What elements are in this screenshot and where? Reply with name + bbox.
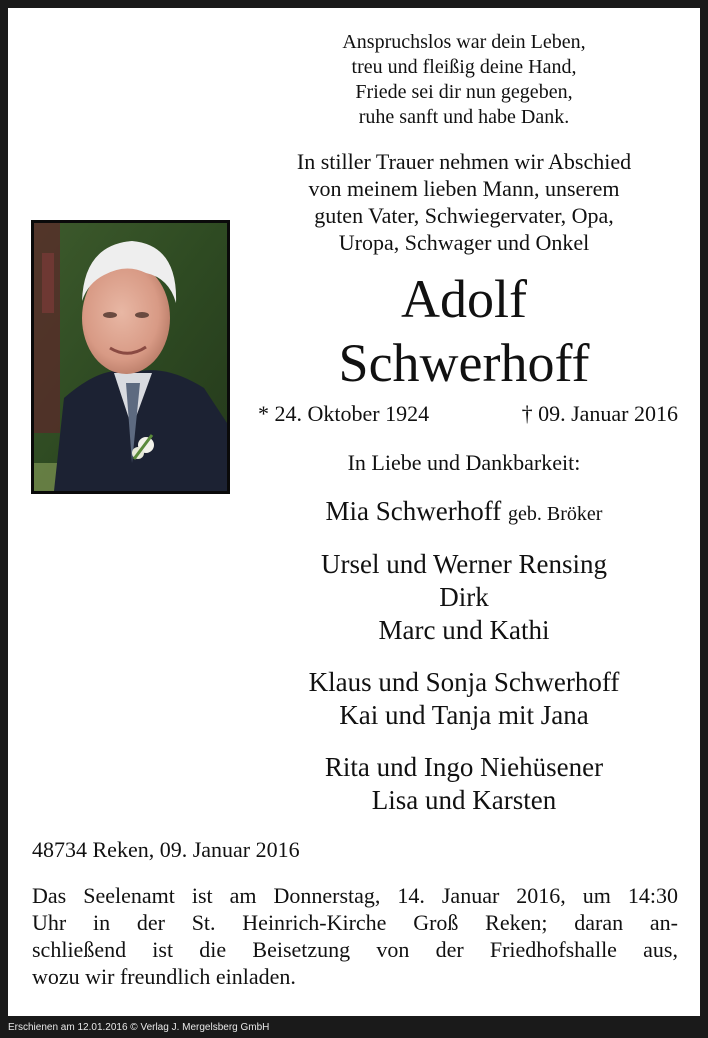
mourner-wife <box>244 495 684 531</box>
notice-line <box>32 936 678 963</box>
wife-maiden-name: geb. Bröker <box>508 503 603 525</box>
notice-word: daran <box>574 910 624 935</box>
notice-line <box>32 882 678 909</box>
deceased-last-name: Schwerhoff <box>338 333 590 393</box>
notice-line <box>32 909 678 936</box>
intro-line: In stiller Trauer nehmen wir Abschied <box>296 149 632 174</box>
notice-word: um <box>582 883 611 908</box>
notice-word: in <box>92 910 111 935</box>
notice-word: St. <box>191 910 216 935</box>
mourner-line: Kai und Tanja mit Jana <box>339 700 589 730</box>
poem-line: Friede sei dir nun gegeben, <box>355 81 573 103</box>
notice-word: Seelenamt <box>83 883 175 908</box>
intro-text <box>244 148 684 256</box>
obituary-notice <box>8 8 700 1016</box>
notice-word: 14:30 <box>627 883 678 908</box>
mourner-line: Lisa und Karsten <box>371 785 557 815</box>
notice-word: Groß <box>413 910 459 935</box>
notice-line: wozu wir freundlich einladen. <box>32 964 296 989</box>
notice-word: 14. <box>397 883 425 908</box>
notice-word: schließend <box>32 937 127 962</box>
deceased-first-name: Adolf <box>401 269 527 329</box>
mourner-group <box>244 548 684 647</box>
poem <box>244 30 684 130</box>
intro-line: von meinem lieben Mann, unserem <box>308 176 620 201</box>
notice-word: Uhr <box>32 910 67 935</box>
notice-word: 2016, <box>516 883 566 908</box>
notice-word: ist <box>152 937 174 962</box>
mourner-group <box>244 666 684 732</box>
portrait-image <box>34 223 227 491</box>
notice-word: Friedhofshalle <box>489 937 617 962</box>
birth-date: * 24. Oktober 1924 <box>258 401 430 426</box>
place-and-date: 48734 Reken, 09. Januar 2016 <box>32 837 300 862</box>
poem-line: Anspruchslos war dein Leben, <box>342 31 586 53</box>
notice-word: der <box>136 910 165 935</box>
mourner-line: Ursel und Werner Rensing <box>320 549 608 579</box>
notice-word: Das <box>32 883 67 908</box>
notice-word: Donnerstag, <box>273 883 381 908</box>
notice-word: aus, <box>643 937 678 962</box>
mourner-group <box>244 751 684 817</box>
notice-word: die <box>199 937 227 962</box>
notice-word: Reken; <box>485 910 548 935</box>
notice-word: Heinrich-Kirche <box>242 910 387 935</box>
mourner-line: Klaus und Sonja Schwerhoff <box>308 667 620 697</box>
death-date: † 09. Januar 2016 <box>521 401 678 426</box>
notice-word: Beisetzung <box>252 937 351 962</box>
thanks-line: In Liebe und Dankbarkeit: <box>347 450 581 475</box>
mourner-line: Rita und Ingo Niehüsener <box>324 752 604 782</box>
mourner-line: Marc und Kathi <box>378 615 550 645</box>
portrait-photo <box>31 220 230 494</box>
publication-footer: Erschienen am 12.01.2016 © Verlag J. Mergelsberg GmbH <box>8 1022 270 1033</box>
intro-line: guten Vater, Schwiegervater, Opa, <box>314 203 614 228</box>
notice-word: ist <box>191 883 213 908</box>
funeral-notice <box>32 882 678 990</box>
notice-word: Januar <box>441 883 500 908</box>
poem-line: ruhe sanft und habe Dank. <box>358 106 570 128</box>
poem-line: treu und fleißig deine Hand, <box>351 56 577 78</box>
intro-line: Uropa, Schwager und Onkel <box>338 230 590 255</box>
notice-word: am <box>229 883 257 908</box>
notice-word: an- <box>649 910 678 935</box>
notice-word: der <box>435 937 464 962</box>
mourner-line: Dirk <box>439 582 489 612</box>
wife-name: Mia Schwerhoff <box>325 496 502 526</box>
notice-word: von <box>376 937 410 962</box>
